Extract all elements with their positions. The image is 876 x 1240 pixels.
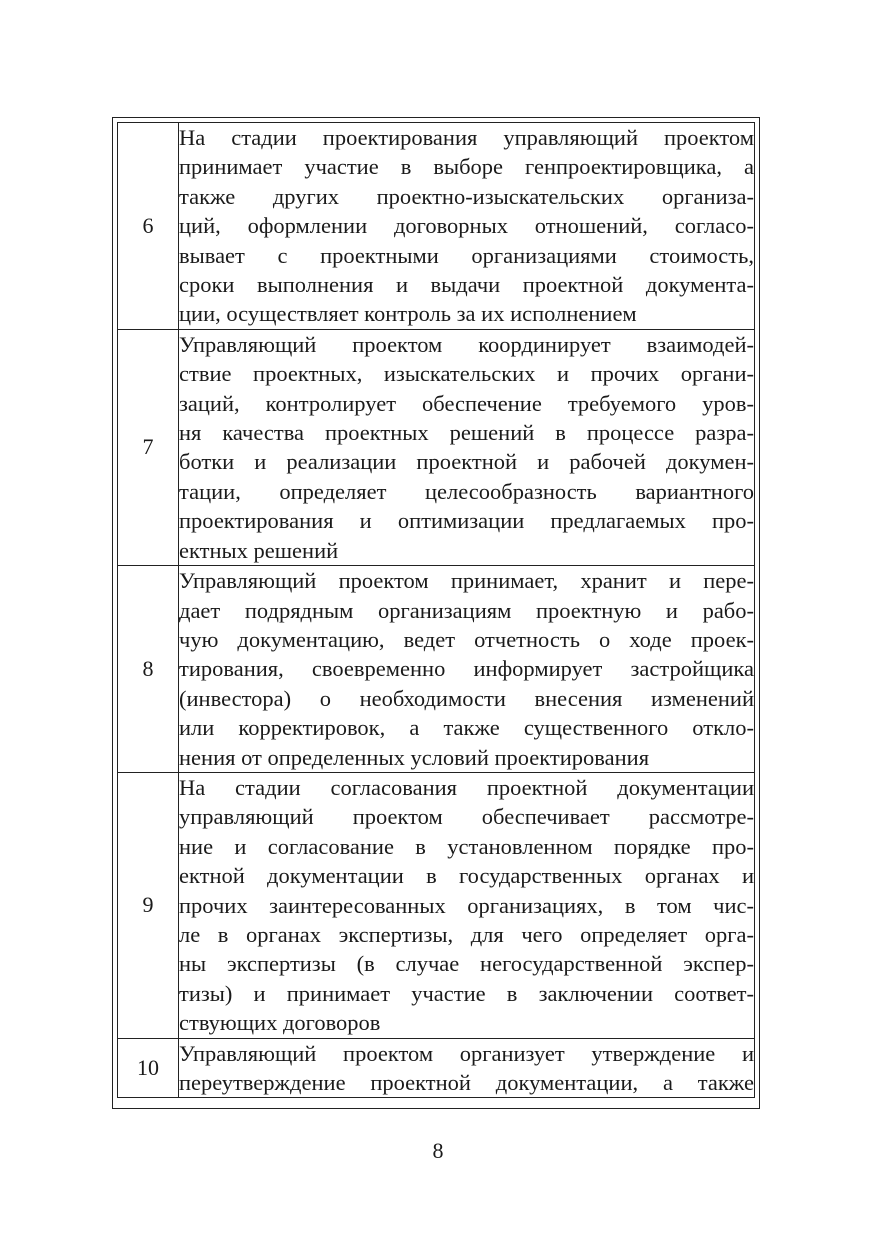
text-line: сроки выполнения и выдачи проектной документа- — [179, 272, 754, 298]
text-line: ние и согласование в установленном порядке про- — [179, 833, 754, 859]
row-text — [179, 566, 755, 773]
table-row — [118, 566, 755, 773]
text-line: ствие проектных, изыскательских и прочих органи- — [179, 361, 754, 387]
text-line: Управляющий проектом принимает, хранит и пере- — [179, 568, 754, 594]
table-body — [118, 123, 755, 1098]
text-line: ня качества проектных решений в процессе разра- — [179, 420, 754, 446]
text-line: тации, определяет целесообразность вариантного — [179, 478, 754, 504]
row-text — [179, 772, 755, 1038]
text-line: На стадии проектирования управляющий проектом — [179, 125, 754, 150]
row-text — [179, 329, 755, 565]
text-line: ны экспертизы (в случае негосударственной экспер- — [179, 951, 754, 977]
row-text — [179, 123, 755, 330]
text-line: заций, контролирует обеспечение требуемого уров- — [179, 390, 754, 416]
page-number: 8 — [432, 1138, 444, 1163]
text-line: тирования, своевременно информирует застройщика — [179, 656, 754, 682]
text-line: прочих заинтересованных организациях, в том чис- — [179, 892, 754, 918]
text-line: ектной документации в государственных органах и — [179, 863, 754, 889]
row-number: 9 — [118, 772, 179, 1038]
text-line: или корректировок, а также существенного откло- — [179, 715, 754, 741]
text-line: Управляющий проектом координирует взаимодей- — [179, 331, 754, 357]
text-line: нения от определенных условий проектирования — [179, 744, 650, 770]
text-line: (инвестора) о необходимости внесения изменений — [179, 685, 754, 711]
text-line: На стадии согласования проектной документации — [179, 774, 754, 800]
table-row — [118, 1038, 755, 1098]
text-line: дает подрядным организациям проектную и рабо- — [179, 597, 754, 623]
text-line: чую документацию, ведет отчетность о ходе проек- — [179, 626, 754, 652]
table-row — [118, 772, 755, 1038]
text-line: ствующих договоров — [179, 1010, 381, 1036]
text-line: принимает участие в выборе генпроектировщика, а — [179, 154, 754, 180]
row-text — [179, 1038, 755, 1098]
text-line: вывает с проектными организациями стоимость, — [179, 242, 754, 268]
row-number: 7 — [118, 329, 179, 565]
text-line: ции, осуществляет контроль за их исполнением — [179, 301, 637, 327]
duties-table — [117, 122, 755, 1098]
text-line: Управляющий проектом организует утверждение и — [179, 1040, 754, 1066]
text-line: ле в органах экспертизы, для чего определяет орга- — [179, 921, 754, 947]
table-row — [118, 123, 755, 330]
text-line: ботки и реализации проектной и рабочей докумен- — [179, 449, 754, 475]
text-line: ектных решений — [179, 537, 339, 563]
row-number: 10 — [118, 1038, 179, 1098]
text-line: управляющий проектом обеспечивает рассмотре- — [179, 804, 754, 830]
row-number: 8 — [118, 566, 179, 773]
text-line: проектирования и оптимизации предлагаемых про- — [179, 508, 754, 534]
table-row — [118, 329, 755, 565]
text-line: ций, оформлении договорных отношений, согласо- — [179, 213, 754, 239]
row-number: 6 — [118, 123, 179, 330]
text-line: тизы) и принимает участие в заключении соответ- — [179, 980, 754, 1006]
text-line: переутверждение проектной документации, а также — [179, 1070, 754, 1095]
text-line: также других проектно-изыскательских организа- — [179, 183, 754, 209]
